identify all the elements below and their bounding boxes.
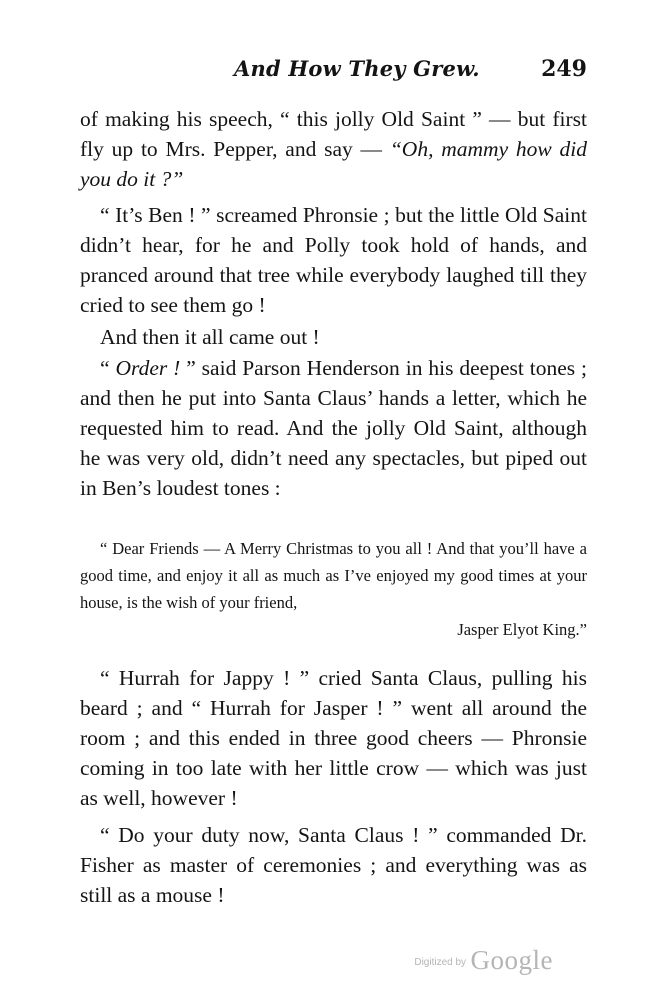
paragraph-5: “ Hurrah for Jappy ! ” cried Santa Claus, pulling his beard ; and “ Hurrah for Jasper ! ” went all around the room ; and this ended in three good cheers — Phronsie coming in too late with her little crow — which was just as well, however ! <box>80 666 587 810</box>
paragraph-4 <box>80 353 587 503</box>
paragraph-1-italic-quote: “Oh, mammy how did you do it ?” <box>80 137 587 191</box>
paragraph-2: “ It’s Ben ! ” screamed Phronsie ; but the little Old Saint didn’t hear, for he and Polly took hold of hands, and pranced around that tree while everybody laughed till they cried to see them go ! <box>80 203 587 317</box>
paragraph-1 <box>80 104 587 194</box>
paragraph-4-italic-order: Order ! <box>115 356 181 380</box>
paragraph-1-text: of making his speech, “ this jolly Old Saint ” — but first fly up to Mrs. Pepper, and say — <box>80 107 587 161</box>
digitized-label: Digitized by <box>414 957 467 968</box>
running-header <box>80 56 587 86</box>
paragraph-4-open-quote: “ <box>100 356 116 380</box>
page-number: 249 <box>541 56 587 82</box>
running-title: And How They Grew. <box>234 56 480 81</box>
letter-signature: Jasper Elyot King.” <box>457 620 587 639</box>
paragraph-3: And then it all came out ! <box>100 325 320 349</box>
paragraph-4-text: ” said Parson Henderson in his deepest tones ; and then he put into Santa Claus’ hands a letter, which he requested him to read. And the jolly Old Saint, although he was very old, didn’t need any spectacles, but piped out in Ben’s loudest tones : <box>80 356 588 500</box>
google-logo: Google <box>470 945 553 975</box>
letter-quote: “ Dear Friends — A Merry Christmas to you all ! And that you’ll have a good time, and enjoy it all as much as I’ve enjoyed my good times at your house, is the wish of your friend, <box>80 539 587 612</box>
paragraph-6: “ Do your duty now, Santa Claus ! ” commanded Dr. Fisher as master of ceremonies ; and everything was as still as a mouse ! <box>80 823 587 907</box>
digitized-watermark <box>414 945 553 976</box>
